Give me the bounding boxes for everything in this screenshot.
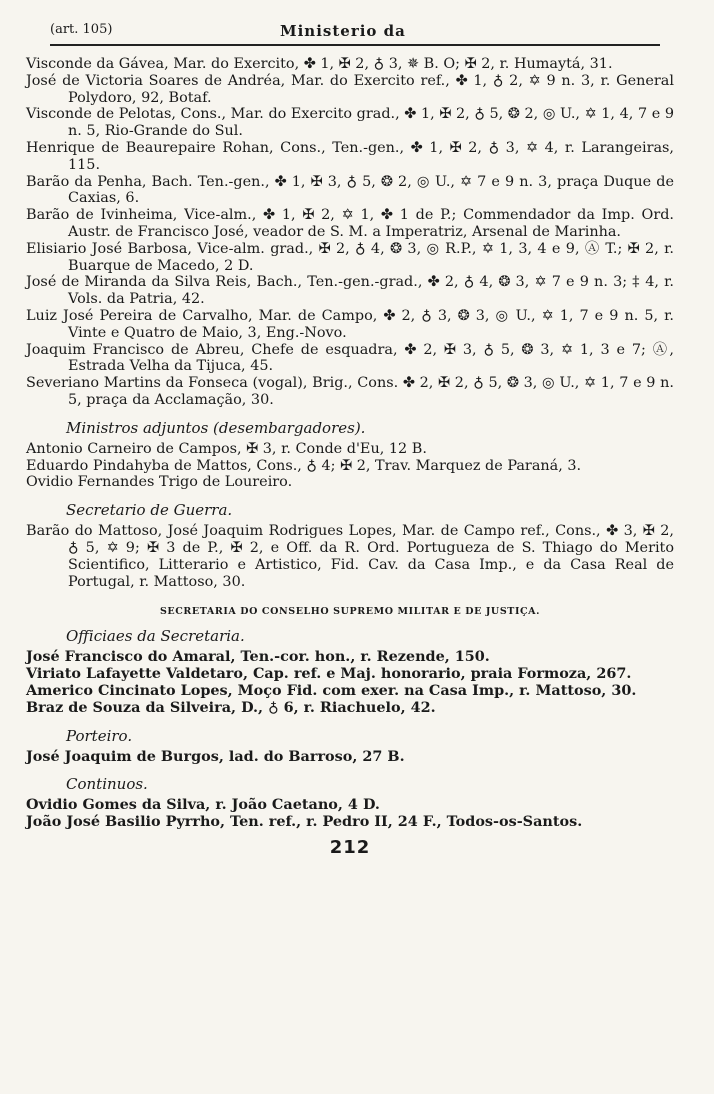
entry-ivinheima: Barão de Ivinheima, Vice-alm., ✤ 1, ✠ 2, ✡ 1, ✤ 1 de P.; Commendador da Imp. Ord. Austr. de Francisco José, veador de S. M. a Imperatriz, Arsenal de Marinha. [26, 207, 674, 240]
entry-penha: Barão da Penha, Bach. Ten.-gen., ✤ 1, ✠ 3, ♁ 5, ❂ 2, ◎ U., ✡ 7 e 9 n. 3, praça Duque de Caxias, 6. [26, 173, 674, 207]
entry-victoria: José de Victoria Soares de Andréa, Mar. do Exercito ref., ✤ 1, ♁ 2, ✡ 9 n. 3, r. General Polydoro, 92, Botaf. [26, 72, 674, 106]
officiaes-entry: Viriato Lafayette Valdetaro, Cap. ref. e Maj. honorario, praia Formoza, 267. [26, 665, 632, 683]
continuos-entry: João José Basilio Pyrrho, Ten. ref., r. Pedro II, 24 F., Todos-os-Santos. [26, 813, 583, 831]
porteiro-entry: José Joaquim de Burgos, lad. do Barroso, 27 B. [26, 747, 405, 765]
entry-fonseca: Severiano Martins da Fonseca (vogal), Brig., Cons. ✤ 2, ✠ 2, ♁ 5, ❂ 3, ◎ U., ✡ 1, 7 e 9 n. 5, praça da Acclamação, 30. [26, 375, 674, 408]
page-title: Ministerio da [280, 22, 406, 40]
entry-carvalho: Luiz José Pereira de Carvalho, Mar. de Campo, ✤ 2, ♁ 3, ❂ 3, ◎ U., ✡ 1, 7 e 9 n. 5, r. Vinte e Quatro de Maio, 3, Eng.-Novo. [26, 307, 674, 341]
ministro-entry: Eduardo Pindahyba de Mattos, Cons., ♁ 4; ✠ 2, Trav. Marquez de Paraná, 3. [26, 457, 582, 474]
officiaes-heading: Officiaes da Secretaria. [66, 627, 245, 646]
ministro-entry: Ovidio Fernandes Trigo de Loureiro. [26, 474, 293, 491]
article-reference: (art. 105) [50, 22, 113, 37]
running-header [50, 22, 660, 46]
secretario-heading: Secretario de Guerra. [66, 501, 233, 520]
document-body [26, 56, 674, 858]
continuos-entry: Ovidio Gomes da Silva, r. João Caetano, 4 D. [26, 796, 380, 814]
officiaes-entry: José Francisco do Amaral, Ten.-cor. hon., r. Rezende, 150. [26, 648, 490, 666]
officiaes-entry: Braz de Souza da Silveira, D., ♁ 6, r. Riachuelo, 42. [26, 698, 436, 716]
page-number: 212 [329, 836, 371, 858]
entry-miranda: José de Miranda da Silva Reis, Bach., Ten.-gen.-grad., ✤ 2, ♁ 4, ❂ 3, ✡ 7 e 9 n. 3; ‡ 4, r. Vols. da Patria, 42. [26, 274, 674, 308]
entry-barbosa: Elisiario José Barbosa, Vice-alm. grad., ✠ 2, ♁ 4, ❂ 3, ◎ R.P., ✡ 1, 3, 4 e 9, Ⓐ T.; ✠ 2, r. Buarque de Macedo, 2 D. [26, 240, 674, 274]
entry-abreu: Joaquim Francisco de Abreu, Chefe de esquadra, ✤ 2, ✠ 3, ♁ 5, ❂ 3, ✡ 1, 3 e 7; Ⓐ, Estrada Velha da Tijuca, 45. [26, 341, 674, 375]
secretario-entry: Barão do Mattoso, José Joaquim Rodrigues Lopes, Mar. de Campo ref., Cons., ✤ 3, ✠ 2, ♁ 5, ✡ 9; ✠ 3 de P., ✠ 2, e Off. da R. Ord. Portugueza de S. Thiago do Merito Scientifico, Litterario e Artistico, Fid. Cav. da Casa Imp., e da Casa Real de Portugal, r. Mattoso, 30. [26, 523, 674, 590]
entry-beaurepaire: Henrique de Beaurepaire Rohan, Cons., Ten.-gen., ✤ 1, ✠ 2, ♁ 3, ✡ 4, r. Larangeiras, 115. [26, 139, 674, 173]
ministro-entry: Antonio Carneiro de Campos, ✠ 3, r. Conde d'Eu, 12 B. [26, 440, 427, 457]
porteiro-heading: Porteiro. [66, 726, 133, 745]
entry-pelotas: Visconde de Pelotas, Cons., Mar. do Exercito grad., ✤ 1, ✠ 2, ♁ 5, ❂ 2, ◎ U., ✡ 1, 4, 7 e 9 n. 5, Rio-Grande do Sul. [26, 106, 674, 140]
officiaes-entry: Americo Cincinato Lopes, Moço Fid. com exer. na Casa Imp., r. Mattoso, 30. [26, 681, 637, 699]
entry-gavea: Visconde da Gávea, Mar. do Exercito, ✤ 1, ✠ 2, ♁ 3, ✵ B. O; ✠ 2, r. Humaytá, 31. [26, 56, 613, 72]
ministros-heading: Ministros adjuntos (desembargadores). [66, 418, 366, 437]
continuos-heading: Continuos. [66, 775, 148, 794]
secretaria-heading: SECRETARIA DO CONSELHO SUPREMO MILITAR E DE JUSTIÇA. [159, 606, 541, 618]
